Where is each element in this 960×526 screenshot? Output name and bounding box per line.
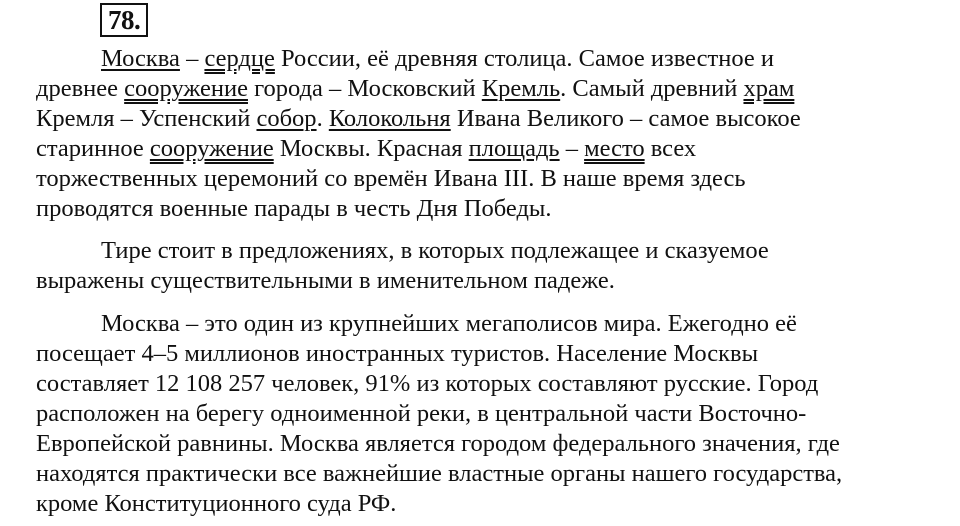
text-line: расположен на берегу одноименной реки, в центральной части Восточно- (36, 400, 807, 427)
underlined-predicate: сердце (204, 45, 275, 72)
text-line: Москва – сердце России, её древняя столица. Самое известное и (101, 45, 774, 72)
underlined-predicate: сооружение (124, 75, 248, 102)
text-line: старинное сооружение Москвы. Красная площадь – место всех (36, 135, 697, 162)
text-line: Кремля – Успенский собор. Колокольня Ивана Великого – самое высокое (36, 105, 801, 132)
underlined-subject: Москва (101, 45, 180, 72)
text-line: Тире стоит в предложениях, в которых подлежащее и сказуемое (101, 237, 769, 264)
text-line: Европейской равнины. Москва является городом федерального значения, где (36, 430, 840, 457)
underlined-predicate: сооружение (149, 135, 274, 162)
underlined-subject: собор (256, 105, 317, 132)
text-line: кроме Конституционного суда РФ. (36, 490, 397, 517)
paragraph-dash-rule (36, 236, 916, 296)
text-line: составляет 12 108 257 человек, 91% из которых составляют русские. Город (36, 370, 819, 397)
text-line: торжественных церемоний со времён Ивана III. В наше время здесь (36, 165, 746, 192)
underlined-subject: площадь (468, 135, 560, 162)
text-line: посещает 4–5 миллионов иностранных туристов. Население Москвы (36, 340, 759, 367)
text-line: Москва – это один из крупнейших мегаполисов мира. Ежегодно её (101, 310, 797, 337)
text-line: проводятся военные парады в честь Дня Победы. (36, 195, 552, 222)
text-line: выражены существительными в именительном падеже. (36, 267, 615, 294)
exercise-number: 78. (100, 3, 148, 37)
paragraph-moscow-kremlin (36, 44, 916, 224)
underlined-subject: Колокольня (328, 105, 451, 132)
text-line: находятся практически все важнейшие властные органы нашего государства, (36, 460, 843, 487)
underlined-predicate: место (584, 135, 645, 162)
text-line: древнее сооружение города – Московский Кремль. Самый древний храм (36, 75, 795, 102)
paragraph-moscow-facts (36, 309, 916, 519)
underlined-predicate: храм (743, 75, 795, 102)
underlined-subject: Кремль (481, 75, 561, 102)
